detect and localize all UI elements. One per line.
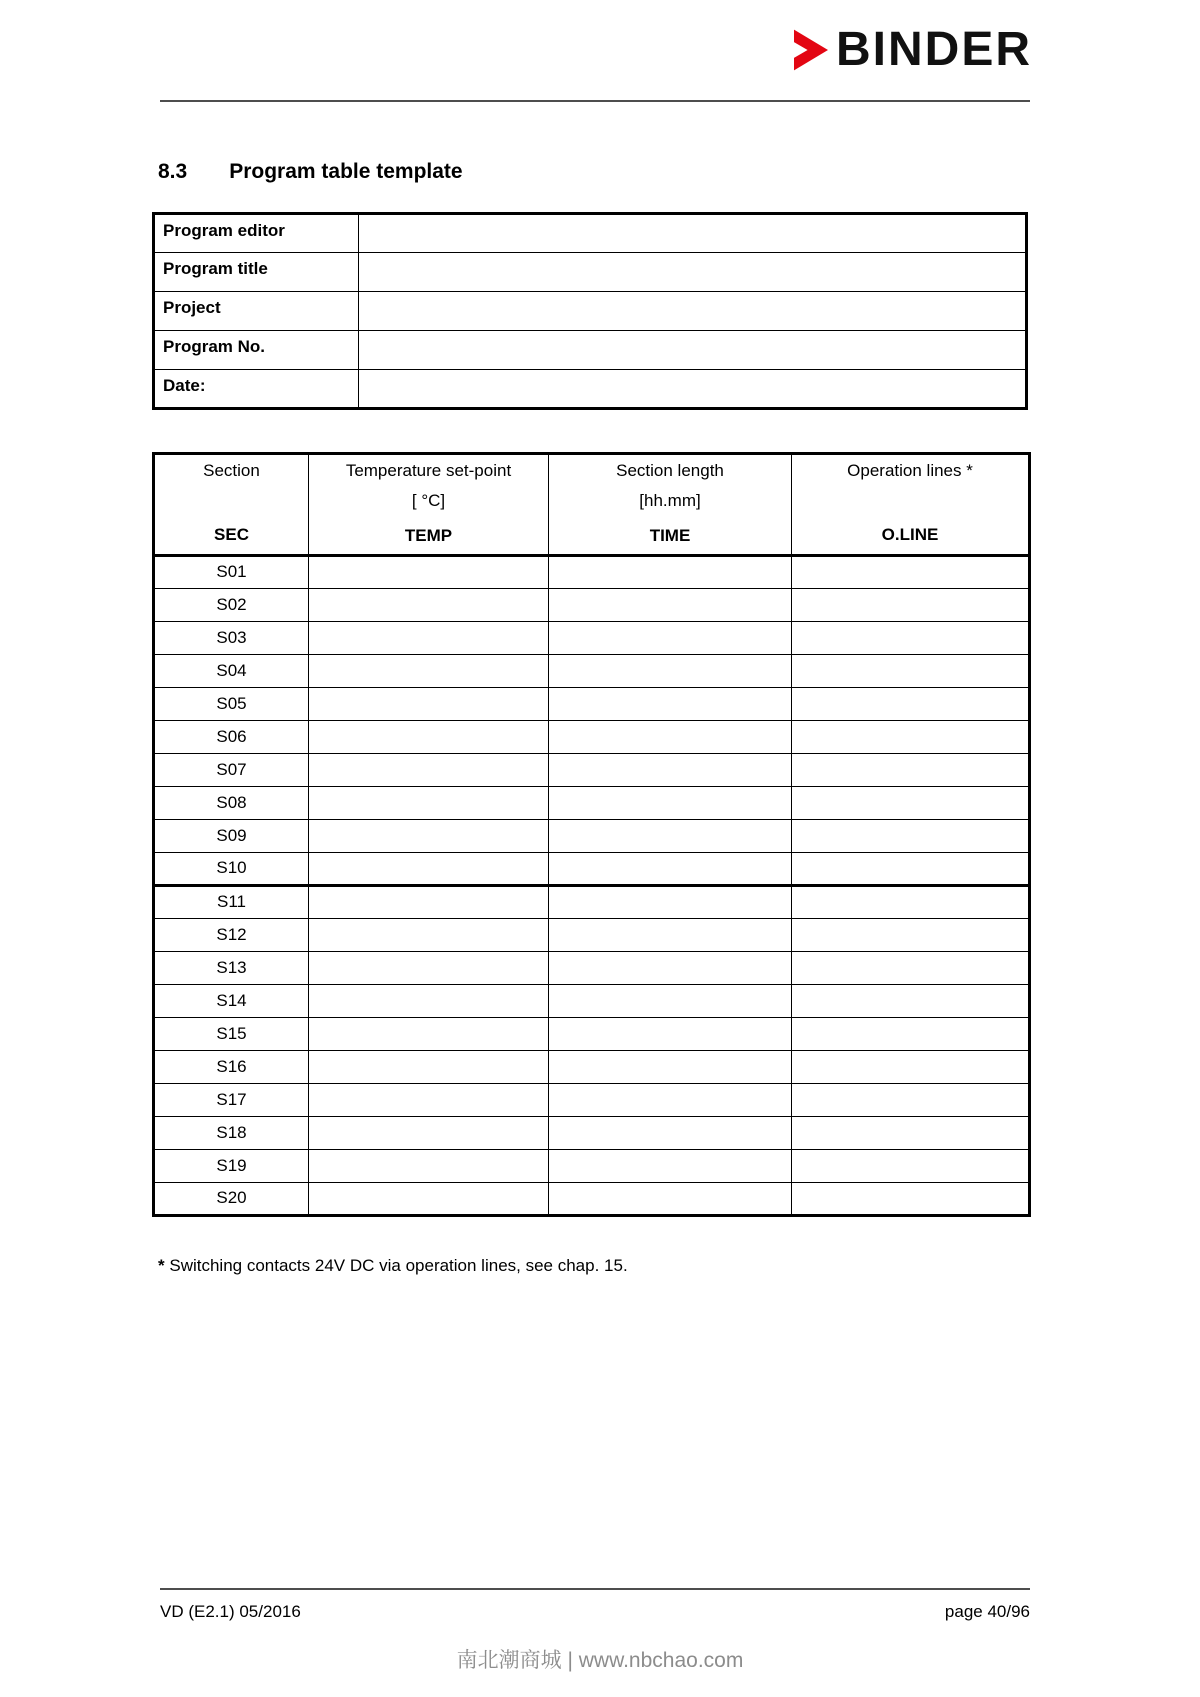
section-label: S15 — [154, 1017, 309, 1050]
empty-cell — [309, 720, 549, 753]
empty-cell — [792, 1050, 1030, 1083]
table-row — [154, 1050, 1030, 1083]
heading-title: Program table template — [229, 160, 463, 183]
empty-cell — [792, 1149, 1030, 1182]
empty-cell — [309, 885, 549, 918]
empty-cell — [792, 1182, 1030, 1215]
empty-cell — [309, 951, 549, 984]
col-header-line2: [hh.mm] — [639, 491, 701, 511]
table-row — [154, 1149, 1030, 1182]
info-label-cell: Project — [154, 292, 359, 331]
section-label: S03 — [154, 621, 309, 654]
section-label: S02 — [154, 588, 309, 621]
empty-cell — [549, 951, 792, 984]
col-header-section — [154, 454, 309, 556]
empty-cell — [549, 1083, 792, 1116]
empty-cell — [792, 885, 1030, 918]
empty-cell — [549, 819, 792, 852]
footnote — [158, 1256, 628, 1276]
empty-cell — [792, 621, 1030, 654]
empty-cell — [792, 918, 1030, 951]
table-row — [154, 687, 1030, 720]
footnote-marker: * — [158, 1256, 165, 1275]
table-row — [154, 918, 1030, 951]
footnote-text: Switching contacts 24V DC via operation lines, see chap. 15. — [169, 1256, 628, 1275]
empty-cell — [549, 687, 792, 720]
col-header-temperature — [309, 454, 549, 556]
info-label-cell: Program editor — [154, 214, 359, 253]
section-label: S08 — [154, 786, 309, 819]
section-label: S01 — [154, 555, 309, 588]
binder-logo-text: BINDER — [835, 23, 1032, 76]
empty-cell — [309, 588, 549, 621]
section-label: S16 — [154, 1050, 309, 1083]
empty-cell — [549, 1017, 792, 1050]
section-label: S12 — [154, 918, 309, 951]
empty-cell — [549, 720, 792, 753]
empty-cell — [309, 1182, 549, 1215]
col-header-line2 — [794, 491, 1026, 511]
table-row — [154, 984, 1030, 1017]
info-label-cell: Program title — [154, 253, 359, 292]
col-header-line3: O.LINE — [881, 525, 939, 545]
empty-cell — [792, 984, 1030, 1017]
col-header-line1: Temperature set-point — [345, 461, 512, 480]
col-header-operation-lines — [792, 454, 1030, 556]
empty-cell — [549, 1050, 792, 1083]
section-label: S18 — [154, 1116, 309, 1149]
info-label-cell: Program No. — [154, 331, 359, 370]
section-label: S14 — [154, 984, 309, 1017]
empty-cell — [309, 621, 549, 654]
watermark-text: 南北潮商城 | www.nbchao.com — [456, 1649, 744, 1672]
empty-cell — [792, 1116, 1030, 1149]
empty-cell — [549, 885, 792, 918]
col-header-line2 — [157, 491, 306, 511]
empty-cell — [792, 720, 1030, 753]
footer-divider — [160, 1588, 1030, 1590]
table-row — [154, 720, 1030, 753]
empty-cell — [309, 918, 549, 951]
empty-cell — [309, 654, 549, 687]
section-label: S05 — [154, 687, 309, 720]
section-label: S09 — [154, 819, 309, 852]
empty-cell — [309, 1149, 549, 1182]
table-row — [154, 1116, 1030, 1149]
binder-logo — [794, 23, 1032, 76]
empty-cell — [309, 819, 549, 852]
empty-cell — [309, 1050, 549, 1083]
info-row — [154, 331, 1027, 370]
empty-cell — [309, 1116, 549, 1149]
empty-cell — [309, 1017, 549, 1050]
section-heading — [158, 160, 463, 184]
col-header-section-length — [549, 454, 792, 556]
section-label: S13 — [154, 951, 309, 984]
empty-cell — [309, 786, 549, 819]
info-value-cell — [359, 292, 1027, 331]
table-row — [154, 1017, 1030, 1050]
empty-cell — [549, 918, 792, 951]
table-row — [154, 852, 1030, 885]
program-table-body — [154, 555, 1030, 1215]
col-header-line3: TEMP — [404, 525, 453, 545]
table-row — [154, 951, 1030, 984]
empty-cell — [549, 786, 792, 819]
table-row — [154, 753, 1030, 786]
empty-cell — [792, 951, 1030, 984]
empty-cell — [549, 621, 792, 654]
info-value-cell — [359, 370, 1027, 409]
empty-cell — [792, 852, 1030, 885]
section-label: S19 — [154, 1149, 309, 1182]
table-row — [154, 885, 1030, 918]
table-row — [154, 1083, 1030, 1116]
empty-cell — [309, 753, 549, 786]
empty-cell — [309, 1083, 549, 1116]
col-header-line1: Section length — [616, 461, 724, 480]
col-header-line3: TIME — [649, 525, 691, 545]
table-row — [154, 819, 1030, 852]
table-row — [154, 786, 1030, 819]
empty-cell — [549, 852, 792, 885]
info-value-cell — [359, 253, 1027, 292]
empty-cell — [792, 1083, 1030, 1116]
footer-document-version: VD (E2.1) 05/2016 — [160, 1602, 301, 1621]
empty-cell — [549, 555, 792, 588]
empty-cell — [792, 1017, 1030, 1050]
header-divider — [160, 100, 1030, 102]
info-row — [154, 214, 1027, 253]
info-table — [152, 212, 1028, 410]
empty-cell — [549, 588, 792, 621]
empty-cell — [792, 819, 1030, 852]
empty-cell — [792, 753, 1030, 786]
info-label-cell: Date: — [154, 370, 359, 409]
col-header-line2: [ °C] — [411, 491, 446, 511]
empty-cell — [549, 1182, 792, 1215]
empty-cell — [792, 555, 1030, 588]
empty-cell — [549, 654, 792, 687]
empty-cell — [792, 654, 1030, 687]
info-value-cell — [359, 331, 1027, 370]
info-row — [154, 370, 1027, 409]
empty-cell — [549, 984, 792, 1017]
section-label: S06 — [154, 720, 309, 753]
section-label: S20 — [154, 1182, 309, 1215]
table-row — [154, 654, 1030, 687]
section-label: S07 — [154, 753, 309, 786]
info-row — [154, 292, 1027, 331]
section-label: S10 — [154, 852, 309, 885]
empty-cell — [549, 753, 792, 786]
empty-cell — [309, 555, 549, 588]
footer-page-number: page 40/96 — [944, 1602, 1030, 1621]
empty-cell — [309, 984, 549, 1017]
empty-cell — [792, 786, 1030, 819]
table-row — [154, 555, 1030, 588]
table-row — [154, 621, 1030, 654]
table-row — [154, 1182, 1030, 1215]
info-value-cell — [359, 214, 1027, 253]
empty-cell — [792, 588, 1030, 621]
section-label: S11 — [154, 885, 309, 918]
section-label: S04 — [154, 654, 309, 687]
heading-number: 8.3 — [158, 160, 188, 183]
section-label: S17 — [154, 1083, 309, 1116]
binder-logo-icon — [794, 29, 828, 71]
program-table-header-row — [154, 454, 1030, 556]
empty-cell — [792, 687, 1030, 720]
empty-cell — [309, 852, 549, 885]
info-row — [154, 253, 1027, 292]
col-header-line1: Section — [203, 461, 260, 480]
empty-cell — [549, 1116, 792, 1149]
empty-cell — [549, 1149, 792, 1182]
table-row — [154, 588, 1030, 621]
col-header-line1: Operation lines * — [847, 461, 973, 480]
col-header-line3: SEC — [214, 525, 249, 545]
empty-cell — [309, 687, 549, 720]
program-table — [152, 452, 1031, 1217]
